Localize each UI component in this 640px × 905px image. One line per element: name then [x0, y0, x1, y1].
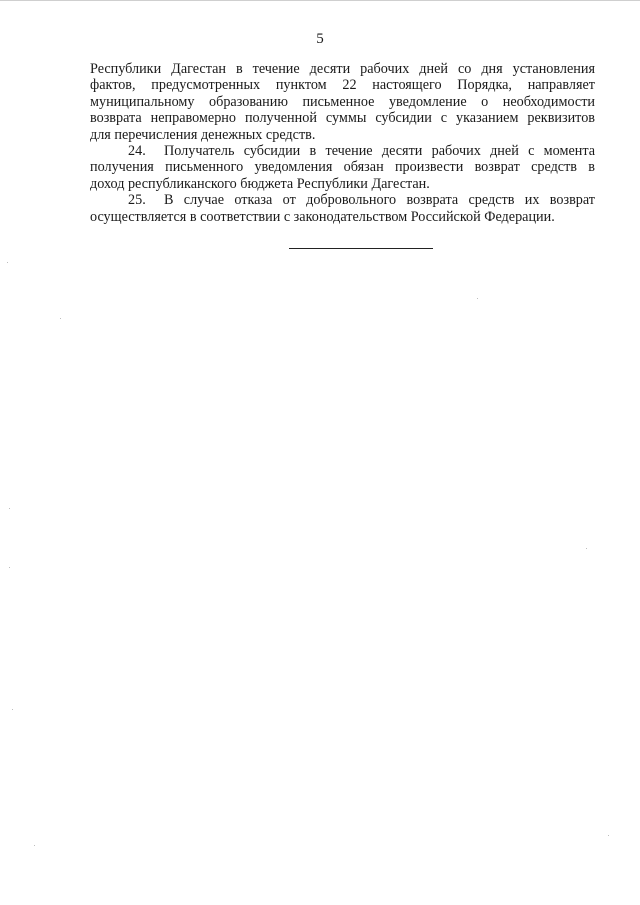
paragraph-number: 25. — [128, 192, 146, 209]
paragraph-continuation — [90, 61, 595, 143]
paragraph-number: 24. — [128, 142, 146, 159]
text-line — [90, 192, 595, 208]
scan-speck — [9, 567, 10, 568]
paragraph-24 — [90, 143, 595, 192]
text-line: муниципальному образованию письменное уведомление о необходимости — [90, 93, 595, 110]
text-line: возврата неправомерно полученной суммы субсидии с указанием реквизитов — [90, 110, 595, 127]
scan-edge — [0, 0, 640, 1]
text-line — [90, 143, 595, 159]
text-line: для перечисления денежных средств. — [90, 126, 316, 143]
text-line: Республики Дагестан в течение десяти рабочих дней со дня установления — [90, 61, 595, 77]
scan-speck — [608, 835, 609, 836]
text-line: доход республиканского бюджета Республики Дагестан. — [90, 175, 430, 192]
end-of-document-rule — [289, 248, 433, 249]
scan-speck — [477, 298, 478, 299]
paragraph-25 — [90, 192, 595, 225]
text-line-body: В случае отказа от добровольного возврата средств их возврат — [164, 192, 595, 209]
scan-speck — [586, 548, 587, 549]
scan-speck — [12, 709, 13, 710]
text-line: получения письменного уведомления обязан произвести возврат средств в — [90, 159, 595, 176]
scan-speck — [9, 508, 10, 509]
text-line: фактов, предусмотренных пунктом 22 настоящего Порядка, направляет — [90, 77, 595, 94]
scan-speck — [7, 262, 8, 263]
text-line-body: Получатель субсидии в течение десяти рабочих дней с момента — [164, 142, 595, 159]
document-body — [90, 61, 595, 225]
scan-speck — [34, 845, 35, 846]
text-line: осуществляется в соответствии с законодательством Российской Федерации. — [90, 208, 555, 225]
page-number: 5 — [316, 31, 324, 47]
scan-speck — [60, 318, 61, 319]
